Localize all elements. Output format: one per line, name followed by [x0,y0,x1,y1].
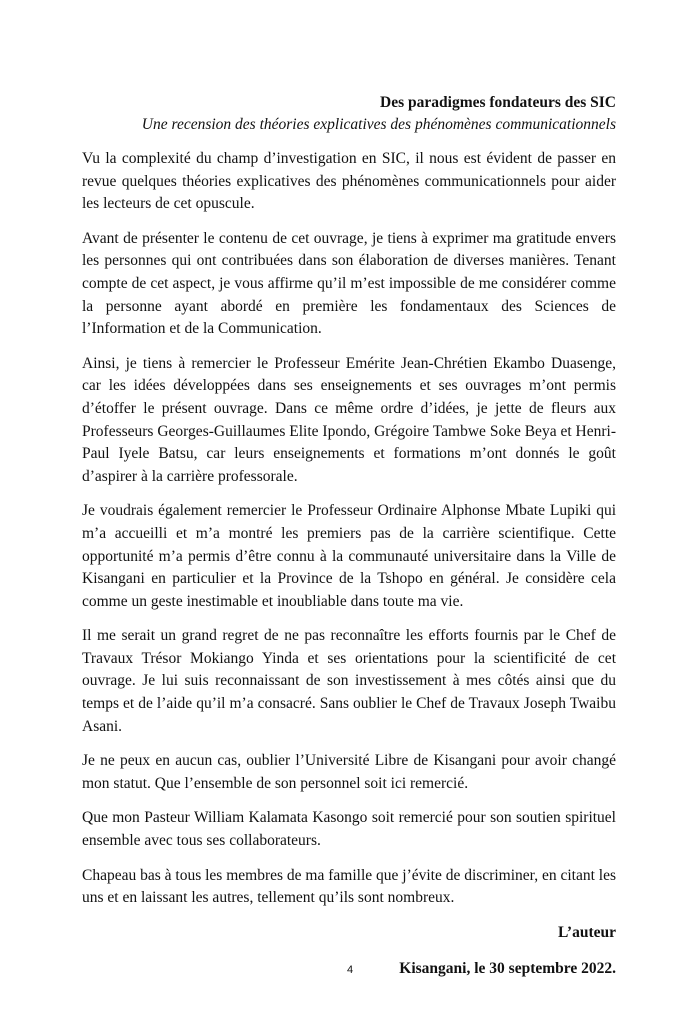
signature-author: L’auteur [558,923,616,941]
signature-place-date: Kisangani, le 30 septembre 2022. [399,959,616,977]
paragraph-mbate: Je voudrais également remercier le Professeur Ordinaire Alphonse Mbate Lupiki qui m’a accueilli et m’a montré les premiers pas de la carrière scientifique. Cette opportunité m’a permis d’être connu à la communauté universitaire dans la Ville de Kisangani en particulier et la Province de la Tshopo en général. Je considère cela comme un geste inestimable et inoubliable dans toute ma vie. [82,502,616,610]
page-number: 4 [346,964,354,976]
document-page [82,92,616,980]
paragraph-family: Chapeau bas à tous les membres de ma famille que j’évite de discriminer, en citant les uns et en laissant les autres, tellement qu’ils sont nombreux. [82,866,616,907]
paragraph-pastor: Que mon Pasteur William Kalamata Kasongo soit remercié pour son soutien spirituel ensemble avec tous ses collaborateurs. [82,809,616,850]
running-title: Des paradigmes fondateurs des SIC [380,94,616,111]
paragraph-professors: Ainsi, je tiens à remercier le Professeur Emérite Jean-Chrétien Ekambo Duasenge, car les idées développées dans ses enseignements et ses ouvrages m’ont permis d’étoffer le présent ouvrage. Dans ce même ordre d’idées, je jette de fleurs aux Professeurs Georges-Guillaumes Elite Ipondo, Grégoire Tambwe Soke Beya et Henri-Paul Iyele Batsu, car leurs enseignements et formations m’ont donnés le goût d’aspirer à la carrière professorale. [82,354,616,485]
running-subtitle: Une recension des théories explicatives des phénomènes communicationnels [141,116,616,133]
paragraph-mokiango: Il me serait un grand regret de ne pas reconnaître les efforts fournis par le Chef de Travaux Trésor Mokiango Yinda et ses orientations pour la scientificité de cet ouvrage. Je lui suis reconnaissant de son investissement à mes côtés ainsi que du temps et de l’aide qu’il m’a consacré. Sans oublier le Chef de Travaux Joseph Twaibu Asani. [82,627,616,735]
paragraph-gratitude: Avant de présenter le contenu de cet ouvrage, je tiens à exprimer ma gratitude envers les personnes qui ont contribuées dans son élaboration de diverses manières. Tenant compte de cet aspect, je vous affirme qu’il m’est impossible de me considérer comme la personne ayant abordé en première les fondamentaux des Sciences de l’Information et de la Communication. [82,229,616,338]
paragraph-university: Je ne peux en aucun cas, oublier l’Université Libre de Kisangani pour avoir changé mon statut. Que l’ensemble de son personnel soit ici remercié. [82,752,616,792]
paragraph-intro: Vu la complexité du champ d’investigation en SIC, il nous est évident de passer en revue quelques théories explicatives des phénomènes communicationnels pour aider les lecteurs de cet opuscule. [82,150,616,213]
